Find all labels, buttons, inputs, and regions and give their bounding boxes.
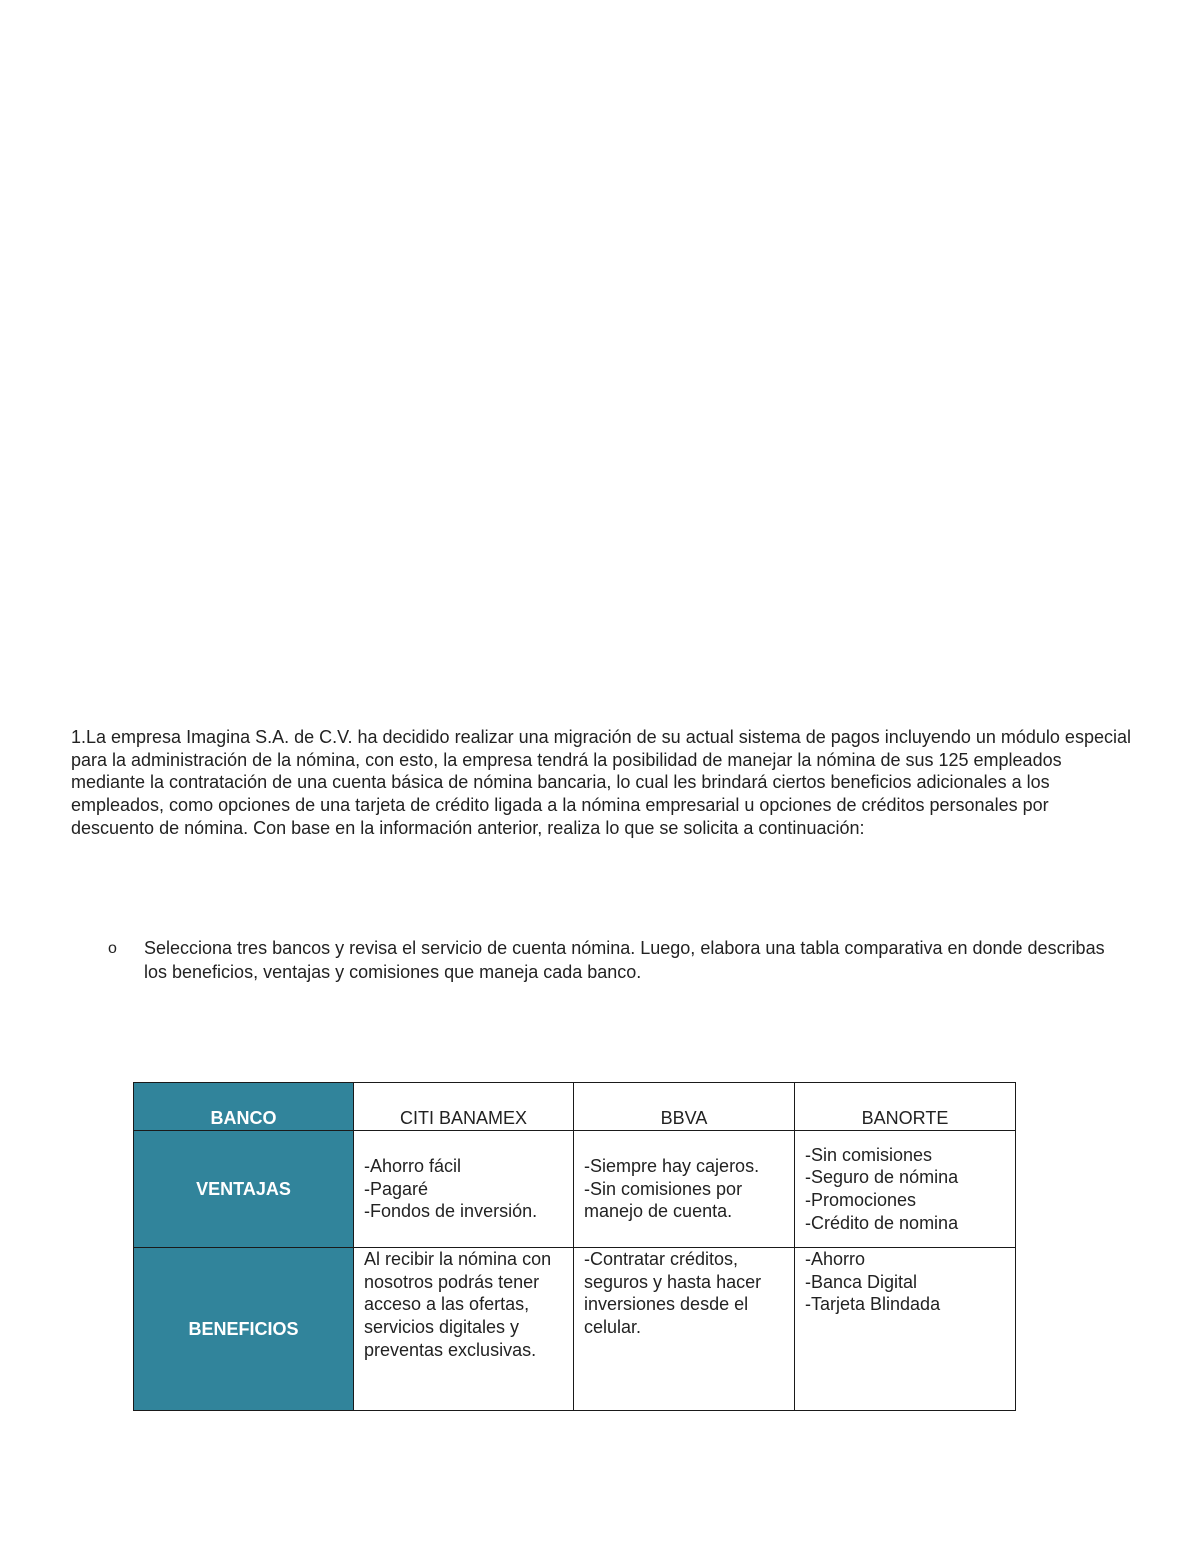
cell-line: -Seguro de nómina [805,1167,959,1188]
cell-line: -Ahorro fácil [364,1155,462,1176]
row-label-ventajas: VENTAJAS [134,1131,354,1248]
ventajas-banorte [795,1131,1016,1248]
beneficios-citibanamex [354,1248,574,1411]
cell-line: -Pagaré [364,1178,429,1199]
intro-paragraph: 1.La empresa Imagina S.A. de C.V. ha decidido realizar una migración de su actual sistema de pagos incluyendo un módulo especial para la administración de la nómina, con esto, la empresa tendrá la posibilidad de manejar la nómina de sus 125 empleados mediante la contratación de una cuenta básica de nómina bancaria, lo cual les brindará ciertos beneficios adicionales a los empleados, como opciones de una tarjeta de crédito ligada a la nómina empresarial u opciones de créditos personales por descuento de nómina. Con base en la información anterior, realiza lo que se solicita a continuación: [71,727,1131,838]
cell-line: -Promociones [805,1190,917,1210]
task-text: Selecciona tres bancos y revisa el servicio de cuenta nómina. Luego, elabora una tabla comparativa en donde describas los beneficios, ventajas y comisiones que maneja cada banco. [144,938,1105,982]
bullet-marker: o [108,940,117,957]
cell-line: -Fondos de inversión. [364,1201,538,1222]
ventajas-citibanamex [354,1131,574,1248]
bank-name-banorte: BANORTE [795,1083,1016,1131]
cell-line: -Sin comisiones por manejo de cuenta. [584,1178,743,1222]
cell-line: -Siempre hay cajeros. [584,1155,760,1176]
cell-line: -Tarjeta Blindada [805,1294,941,1315]
ventajas-bbva [574,1131,795,1248]
row-label-banco: BANCO [134,1083,354,1131]
beneficios-bbva [574,1248,795,1411]
comparison-table [133,1082,1016,1411]
bank-name-bbva: BBVA [574,1083,795,1131]
cell-line: -Banca Digital [805,1271,918,1292]
cell-line: -Ahorro [805,1249,866,1269]
row-label-beneficios: BENEFICIOS [134,1248,354,1411]
beneficios-banorte [795,1248,1016,1411]
cell-line: -Sin comisiones [805,1144,933,1165]
table-row-banco [134,1083,1016,1131]
cell-line: -Crédito de nomina [805,1212,959,1233]
cell-line: Al recibir la nómina con nosotros podrás tener acceso a las ofertas, servicios digitales y preventas exclusivas. [364,1249,552,1360]
table-row-beneficios [134,1248,1016,1411]
cell-line: -Contratar créditos, seguros y hasta hacer inversiones desde el celular. [584,1249,762,1338]
table-row-ventajas [134,1131,1016,1248]
task-item [108,937,1108,984]
bank-name-citibanamex: CITI BANAMEX [354,1083,574,1131]
